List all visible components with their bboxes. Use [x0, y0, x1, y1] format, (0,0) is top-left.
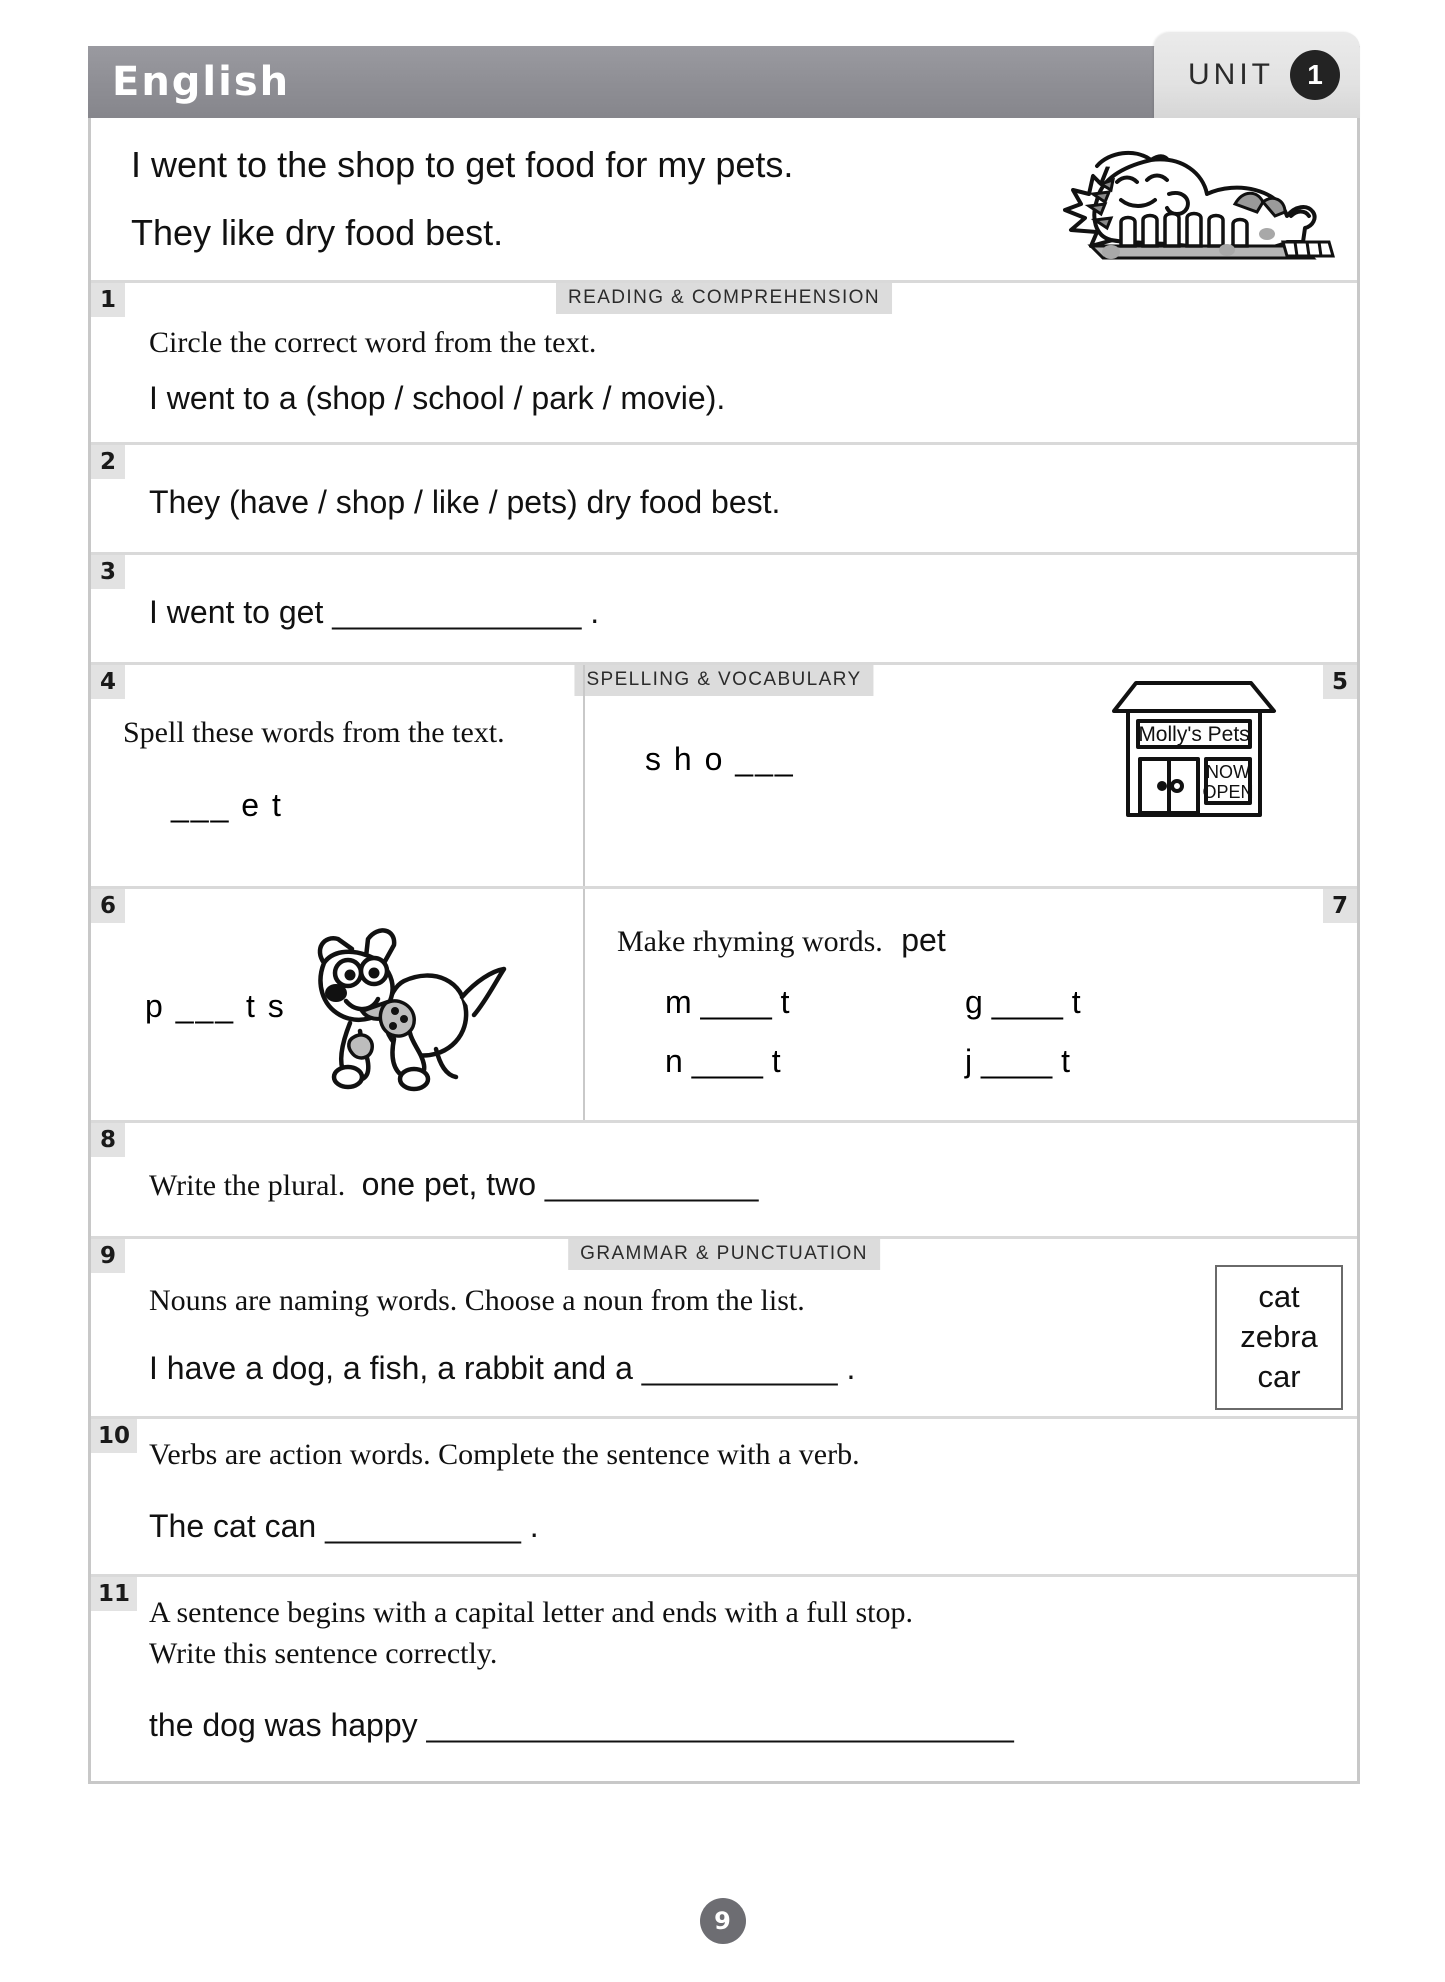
question-8-row	[91, 1120, 1357, 1236]
question-6-7-row	[91, 886, 1357, 1120]
question-10-row	[91, 1416, 1357, 1574]
question-9-instruction: Nouns are naming words. Choose a noun from the list.	[149, 1284, 805, 1318]
page-header	[88, 46, 1360, 118]
question-number: 9	[91, 1239, 125, 1273]
question-number: 10	[91, 1419, 137, 1453]
shop-sign-text: Molly's Pets	[1138, 722, 1250, 746]
unit-label: UNIT	[1188, 58, 1274, 91]
question-1-instruction: Circle the correct word from the text.	[149, 326, 597, 359]
question-1-row	[91, 280, 1357, 442]
question-8-instruction: Write the plural.	[149, 1169, 346, 1202]
question-5-word[interactable]: s h o ___	[645, 740, 795, 777]
question-10-task[interactable]: The cat can ___________ .	[149, 1508, 539, 1545]
question-3-task[interactable]: I went to get ______________ .	[149, 593, 600, 630]
question-number: 1	[91, 283, 125, 317]
question-8-task[interactable]: one pet, two ____________	[361, 1166, 759, 1202]
question-11-instruction-line-1: A sentence begins with a capital letter and ends with a full stop.	[149, 1596, 913, 1630]
question-2-row	[91, 442, 1357, 552]
section-tag-grammar: GRAMMAR & PUNCTUATION	[568, 1239, 880, 1270]
question-11-instruction-line-2: Write this sentence correctly.	[149, 1636, 498, 1670]
noun-word-list	[1215, 1265, 1343, 1410]
cat-illustration	[1051, 146, 1341, 266]
word-list-item[interactable]: car	[1257, 1358, 1301, 1394]
section-tag-reading: READING & COMPREHENSION	[556, 283, 892, 314]
question-number: 8	[91, 1123, 125, 1157]
page-number: 9	[700, 1898, 746, 1944]
question-9-task[interactable]: I have a dog, a fish, a rabbit and a ___________ .	[149, 1350, 856, 1387]
word-list-item[interactable]: zebra	[1240, 1318, 1318, 1354]
worksheet-body	[88, 118, 1360, 1784]
question-7-model-word: pet	[901, 922, 946, 958]
passage-line-2: They like dry food best.	[131, 212, 504, 253]
page-footer	[0, 1898, 1445, 1944]
question-9-row	[91, 1236, 1357, 1416]
unit-number: 1	[1290, 50, 1340, 100]
shop-window-line-1: NOW	[1206, 761, 1250, 782]
question-11-row	[91, 1574, 1357, 1780]
word-list-item[interactable]: cat	[1258, 1279, 1300, 1315]
rhyme-slot[interactable]: g ____ t	[965, 984, 1081, 1021]
question-number: 5	[1323, 665, 1357, 699]
question-2-task[interactable]: They (have / shop / like / pets) dry food best.	[149, 484, 781, 521]
question-4-word[interactable]: ___ e t	[171, 787, 283, 823]
question-7-instruction: Make rhyming words.	[617, 925, 883, 958]
rhyme-slot[interactable]: j ____ t	[965, 1043, 1070, 1080]
question-4-instruction: Spell these words from the text.	[123, 715, 505, 749]
question-11-task[interactable]: the dog was happy _________________________________	[149, 1706, 1014, 1743]
question-number: 11	[91, 1577, 137, 1611]
pet-shop-illustration	[1106, 671, 1281, 821]
question-number: 7	[1323, 889, 1357, 923]
question-6-cell	[91, 889, 583, 1120]
unit-badge	[1154, 32, 1360, 118]
subject-title: English	[112, 59, 291, 105]
question-10-instruction: Verbs are action words. Complete the sentence with a verb.	[149, 1438, 860, 1472]
question-4-cell	[91, 665, 583, 886]
reading-passage	[91, 118, 1357, 280]
section-tag-spelling: SPELLING & VOCABULARY	[574, 665, 873, 696]
question-number: 6	[91, 889, 125, 923]
rhyme-slot[interactable]: m ____ t	[665, 984, 790, 1021]
question-6-word[interactable]: p ___ t s	[145, 988, 286, 1024]
question-7-cell	[583, 889, 1357, 1120]
question-number: 3	[91, 555, 125, 589]
question-3-row	[91, 552, 1357, 662]
question-1-task[interactable]: I went to a (shop / school / park / movie).	[149, 380, 726, 417]
question-5-cell	[583, 665, 1357, 886]
passage-line-1: I went to the shop to get food for my pets.	[131, 144, 794, 185]
rhyme-slot[interactable]: n ____ t	[665, 1043, 781, 1080]
question-number: 4	[91, 665, 125, 699]
shop-window-line-2: OPEN	[1202, 781, 1254, 802]
question-number: 2	[91, 445, 125, 479]
dog-illustration	[294, 919, 509, 1094]
question-4-5-row	[91, 662, 1357, 886]
